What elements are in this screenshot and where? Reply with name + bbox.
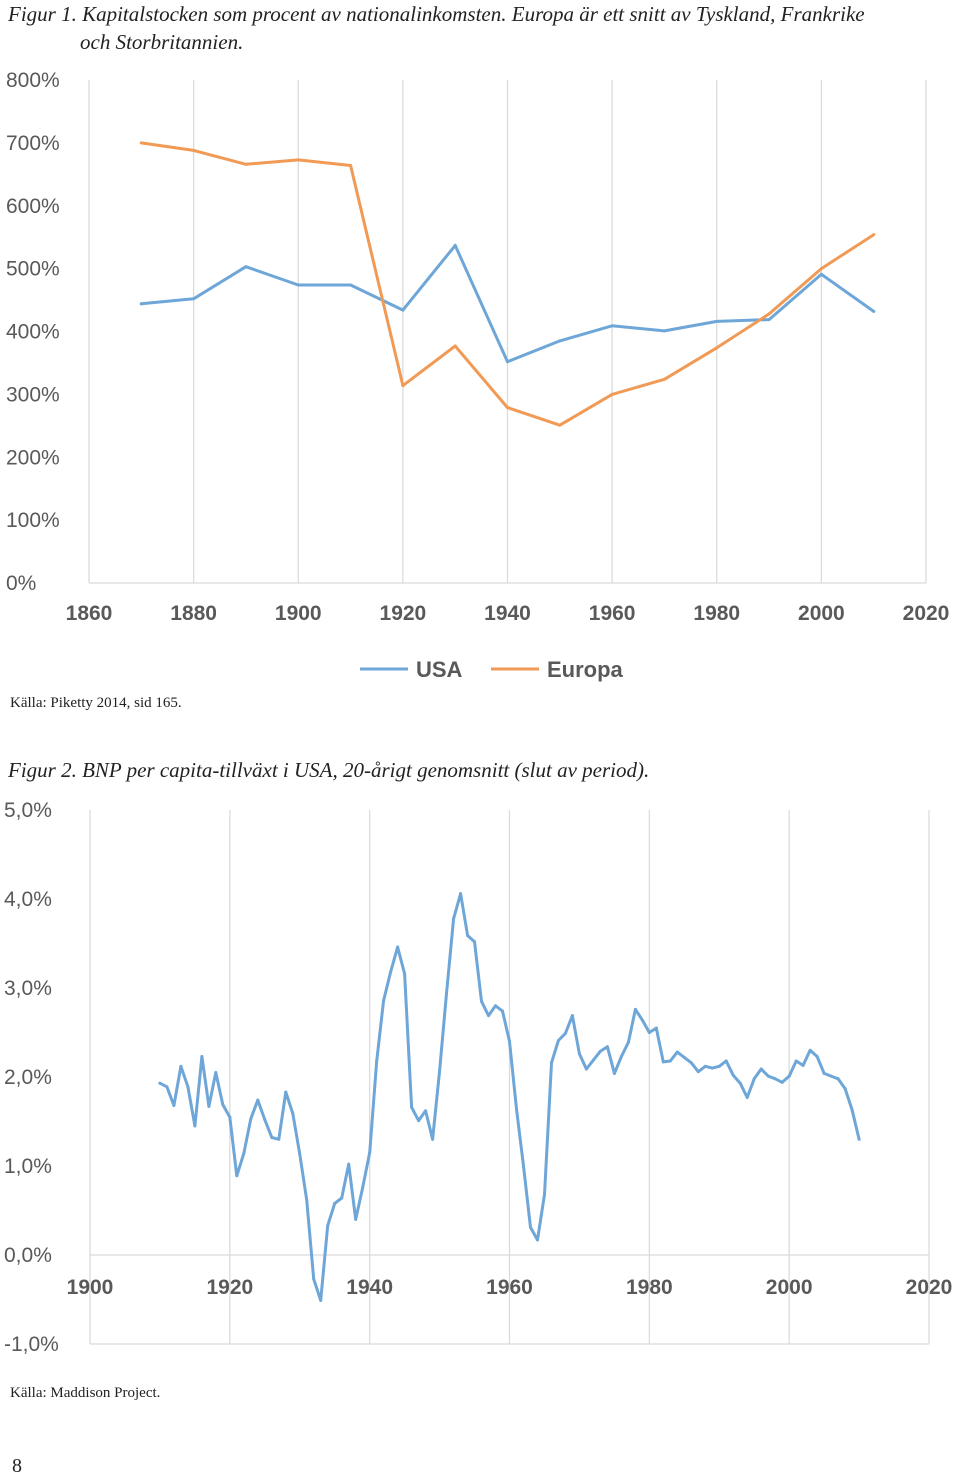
data-point: [522, 1165, 525, 1168]
figure-1-caption-line-2: och Storbritannien.: [80, 30, 244, 54]
data-point: [284, 1091, 287, 1094]
data-point: [207, 1105, 210, 1108]
x-tick-label: 1920: [379, 602, 427, 625]
data-point: [193, 1124, 196, 1127]
figure-2-chart: [0, 790, 960, 1380]
data-point: [445, 991, 448, 994]
y-tick-label: 1,0%: [4, 1155, 52, 1178]
data-point: [558, 339, 561, 342]
data-point: [820, 273, 823, 276]
y-tick-label: 700%: [6, 131, 60, 155]
data-point: [788, 1075, 791, 1078]
figure-2-caption: Figur 2. BNP per capita-tillväxt i USA, 20-årigt genomsnitt (slut av period).: [8, 758, 650, 782]
x-tick-label: 2020: [905, 1276, 953, 1299]
data-point: [368, 1151, 371, 1154]
data-point: [697, 1070, 700, 1073]
data-point: [256, 1099, 259, 1102]
data-point: [291, 1112, 294, 1115]
data-point: [606, 1045, 609, 1048]
y-tick-label: 200%: [6, 446, 60, 470]
data-point: [249, 1117, 252, 1120]
data-point: [333, 1202, 336, 1205]
data-point: [641, 1019, 644, 1022]
data-point: [221, 1103, 224, 1106]
x-tick-label: 1960: [486, 1276, 533, 1299]
y-tick-label: 0%: [6, 572, 37, 595]
data-point: [506, 360, 509, 363]
data-point: [192, 297, 195, 300]
data-point: [506, 406, 509, 409]
data-point: [844, 1087, 847, 1090]
data-point: [349, 164, 352, 167]
data-point: [487, 1014, 490, 1017]
data-point: [459, 892, 462, 895]
x-tick-label: 1960: [588, 602, 636, 625]
data-point: [872, 233, 875, 236]
data-point: [298, 1153, 301, 1156]
y-tick-label: 400%: [6, 320, 60, 344]
data-point: [663, 378, 666, 381]
data-point: [403, 972, 406, 975]
data-point: [396, 946, 399, 949]
data-point: [347, 1163, 350, 1166]
data-point: [676, 1051, 679, 1054]
data-point: [349, 283, 352, 286]
data-point: [820, 267, 823, 270]
y-tick-label: 0,0%: [4, 1244, 52, 1267]
data-point: [599, 1050, 602, 1053]
data-point: [165, 1085, 168, 1088]
x-tick-label: 1900: [66, 1276, 114, 1299]
data-point: [244, 265, 247, 268]
data-point: [760, 1067, 763, 1070]
data-point: [270, 1136, 273, 1139]
y-tick-label: 100%: [6, 509, 60, 533]
data-point: [186, 1085, 189, 1088]
data-point: [578, 1052, 581, 1055]
y-tick-label: -1,0%: [4, 1333, 59, 1356]
data-point: [179, 1065, 182, 1068]
data-point: [768, 318, 771, 321]
data-point: [192, 149, 195, 152]
data-point: [297, 283, 300, 286]
data-point: [375, 1059, 378, 1062]
data-point: [480, 1000, 483, 1003]
y-tick-label: 800%: [6, 69, 60, 92]
data-point: [214, 1071, 217, 1074]
data-point: [543, 1193, 546, 1196]
data-point: [401, 309, 404, 312]
data-point: [627, 1041, 630, 1044]
data-point: [768, 312, 771, 315]
data-point: [277, 1138, 280, 1141]
data-point: [858, 1138, 861, 1141]
data-point: [564, 1032, 567, 1035]
data-point: [529, 1226, 532, 1229]
y-tick-label: 4,0%: [4, 888, 52, 911]
data-point: [739, 1082, 742, 1085]
data-point: [823, 1072, 826, 1075]
x-tick-label: 1900: [274, 602, 322, 625]
data-point: [704, 1065, 707, 1068]
data-point: [634, 1008, 637, 1011]
data-point: [795, 1059, 798, 1062]
data-point: [319, 1299, 322, 1302]
data-point: [410, 1106, 413, 1109]
data-point: [774, 1077, 777, 1080]
legend-label-europa: Europa: [547, 657, 623, 682]
data-point: [354, 1218, 357, 1221]
data-point: [837, 1077, 840, 1080]
y-tick-label: 3,0%: [4, 977, 52, 1000]
data-point: [802, 1064, 805, 1067]
data-point: [235, 1174, 238, 1177]
y-tick-label: 600%: [6, 194, 60, 218]
data-point: [613, 1072, 616, 1075]
data-point: [382, 999, 385, 1002]
data-point: [515, 1108, 518, 1111]
data-point: [851, 1108, 854, 1111]
data-point: [172, 1104, 175, 1107]
x-tick-label: 2020: [902, 602, 950, 625]
y-tick-label: 300%: [6, 383, 60, 407]
data-point: [753, 1077, 756, 1080]
data-point: [715, 320, 718, 323]
page-number: 8: [12, 1455, 22, 1477]
data-point: [830, 1075, 833, 1078]
data-point: [140, 302, 143, 305]
data-point: [431, 1138, 434, 1141]
x-tick-label: 1860: [65, 602, 113, 625]
data-point: [558, 424, 561, 427]
data-point: [571, 1014, 574, 1017]
data-point: [746, 1096, 749, 1099]
data-point: [872, 310, 875, 313]
data-point: [417, 1119, 420, 1122]
y-tick-label: 2,0%: [4, 1066, 52, 1089]
data-point: [669, 1059, 672, 1062]
x-tick-label: 1940: [346, 1276, 394, 1299]
data-point: [389, 970, 392, 973]
data-point: [473, 940, 476, 943]
data-point: [725, 1059, 728, 1062]
data-point: [611, 393, 614, 396]
data-point: [732, 1074, 735, 1077]
data-point: [767, 1075, 770, 1078]
data-point: [536, 1238, 539, 1241]
data-point: [466, 934, 469, 937]
figure-1-chart: [0, 60, 960, 700]
data-point: [140, 141, 143, 144]
x-tick-label: 2000: [798, 602, 845, 625]
data-point: [648, 1031, 651, 1034]
data-point: [228, 1116, 231, 1119]
data-point: [312, 1278, 315, 1281]
figure-2-source: Källa: Maddison Project.: [10, 1385, 161, 1401]
data-point: [326, 1224, 329, 1227]
data-point: [550, 1061, 553, 1064]
data-point: [242, 1152, 245, 1155]
x-tick-label: 1920: [206, 1276, 254, 1299]
data-point: [424, 1109, 427, 1112]
data-point: [655, 1027, 658, 1030]
data-point: [718, 1065, 721, 1068]
x-tick-label: 1940: [484, 602, 531, 625]
data-point: [340, 1197, 343, 1200]
data-point: [663, 329, 666, 332]
data-point: [401, 384, 404, 387]
data-point: [592, 1059, 595, 1062]
x-tick-label: 1980: [693, 602, 741, 625]
figure-1-caption: [8, 0, 953, 56]
data-point: [683, 1056, 686, 1059]
data-point: [715, 346, 718, 349]
data-point: [501, 1010, 504, 1013]
data-point: [158, 1082, 161, 1085]
data-point: [662, 1060, 665, 1063]
legend-label-usa: USA: [416, 657, 463, 682]
figure-1-caption-line-1: Figur 1. Kapitalstocken som procent av nationalinkomsten. Europa är ett snitt av Tyskland, Frankrike: [8, 2, 865, 26]
data-point: [454, 344, 457, 347]
data-point: [494, 1004, 497, 1007]
data-point: [305, 1198, 308, 1201]
data-point: [620, 1055, 623, 1058]
data-point: [361, 1186, 364, 1189]
data-point: [557, 1039, 560, 1042]
data-point: [690, 1061, 693, 1064]
y-tick-label: 500%: [6, 257, 60, 281]
data-point: [809, 1049, 812, 1052]
data-point: [711, 1067, 714, 1070]
data-point: [508, 1040, 511, 1043]
figure-1-source: Källa: Piketty 2014, sid 165.: [10, 695, 182, 711]
data-point: [297, 158, 300, 161]
data-point: [200, 1055, 203, 1058]
data-point: [781, 1081, 784, 1084]
data-point: [816, 1055, 819, 1058]
x-tick-label: 1980: [625, 1276, 673, 1299]
data-point: [452, 917, 455, 920]
x-tick-label: 2000: [765, 1276, 813, 1299]
data-point: [263, 1118, 266, 1121]
data-point: [454, 244, 457, 247]
data-point: [585, 1067, 588, 1070]
y-tick-label: 5,0%: [4, 799, 52, 822]
data-point: [611, 324, 614, 327]
data-point: [244, 163, 247, 166]
data-point: [438, 1069, 441, 1072]
x-tick-label: 1880: [170, 602, 217, 625]
